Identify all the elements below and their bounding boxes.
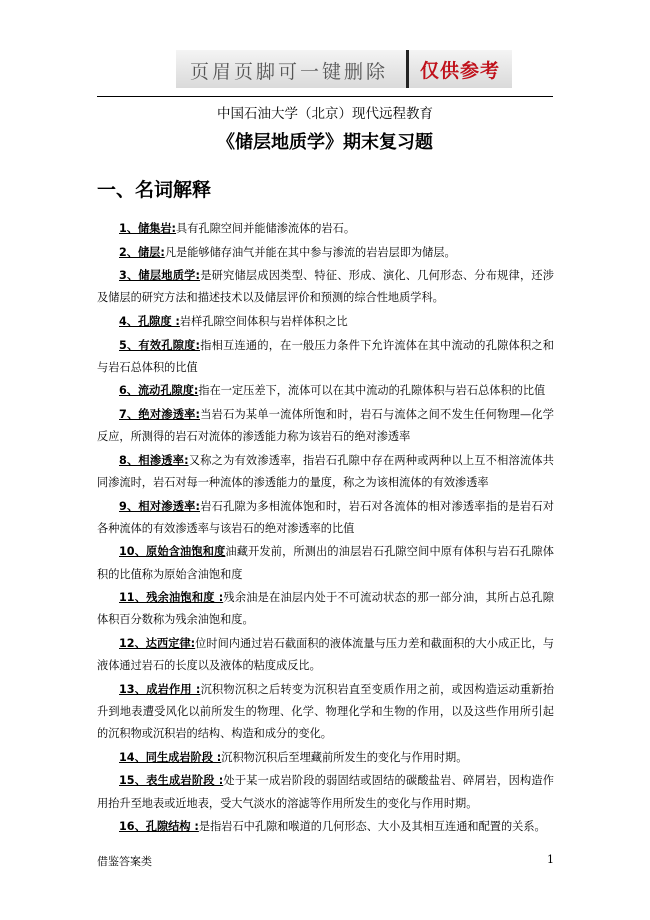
school-name: 中国石油大学（北京）现代远程教育 bbox=[217, 106, 433, 122]
definition-item bbox=[97, 335, 554, 379]
definition-item bbox=[97, 242, 554, 264]
definition-item bbox=[97, 816, 554, 838]
definition-term: 10、原始含油饱和度 bbox=[119, 545, 226, 559]
definition-term: 1、储集岩: bbox=[119, 222, 177, 235]
definition-text: 油藏开发前，所测出的油层岩石孔隙空间中原有体积与岩石孔隙体积的比值称为原始含油饱和度 bbox=[97, 545, 554, 581]
definition-text: 凡是能够储存油气并能在其中参与渗流的岩岩层即为储层。 bbox=[164, 245, 456, 259]
page-number: 1 bbox=[547, 853, 554, 866]
watermark-banner bbox=[176, 50, 512, 88]
definition-text: 是研究储层成因类型、特征、形成、演化、几何形态、分布规律，还涉及储层的研究方法和描述技术以及储层评价和预测的综合性地质学科。 bbox=[97, 269, 554, 305]
definition-term: 8、相渗透率: bbox=[119, 453, 189, 467]
definition-item bbox=[97, 265, 554, 309]
definition-item bbox=[97, 770, 554, 814]
definition-list bbox=[97, 218, 554, 840]
definition-term: 15、表生成岩阶段 : bbox=[119, 774, 224, 788]
definition-text: 位时间内通过岩石截面积的液体流量与压力差和截面积的大小成正比，与液体通过岩石的长度以及液体的粘度成反比。 bbox=[97, 636, 554, 673]
definition-term: 6、流动孔隙度: bbox=[119, 384, 199, 398]
definition-text: 又称之为有效渗透率，指岩石孔隙中存在两种或两种以上互不相溶流体共同渗流时，岩石对每一种流体的渗透能力的量度，称之为该相流体的有效渗透率 bbox=[97, 453, 554, 489]
definition-term: 13、成岩作用 : bbox=[119, 682, 201, 696]
definition-item bbox=[97, 541, 554, 585]
definition-term: 12、达西定律: bbox=[119, 636, 196, 650]
definition-text: 沉积物沉积之后转变为沉积岩直至变质作用之前，或因构造运动重新抬升到地表遭受风化以前所发生的物理、化学、物理化学和生物的作用，以及这些作用所引起的沉积物或沉积岩的结构、构造和成分的变化。 bbox=[97, 682, 554, 741]
definition-text: 当岩石为某单一流体所饱和时，岩石与流体之间不发生任何物理—化学反应，所测得的岩石对流体的渗透能力称为该岩石的绝对渗透率 bbox=[97, 407, 554, 444]
definition-term: 11、残余油饱和度 : bbox=[119, 591, 224, 605]
section-heading: 一、名词解释 bbox=[97, 179, 212, 201]
definition-item bbox=[97, 633, 554, 677]
banner-right-text: 仅供参考 bbox=[420, 60, 501, 82]
definition-item bbox=[97, 380, 554, 402]
definition-term: 9、相对渗透率: bbox=[119, 499, 201, 513]
definition-text: 岩样孔隙空间体积与岩样体积之比 bbox=[179, 314, 348, 328]
banner-left-text: 页眉页脚可一键删除 bbox=[190, 61, 389, 83]
definition-item bbox=[97, 496, 554, 540]
definition-item bbox=[97, 311, 554, 333]
definition-item bbox=[97, 587, 554, 631]
definition-text: 岩石孔隙为多相流体饱和时，岩石对各流体的相对渗透率指的是岩石对各种流体的有效渗透率与该岩石的绝对渗透率的比值 bbox=[97, 499, 554, 535]
definition-text: 指在一定压差下，流体可以在其中流动的孔隙体积与岩石总体积的比值 bbox=[198, 384, 546, 398]
definition-item bbox=[97, 747, 554, 769]
banner-divider bbox=[406, 50, 409, 88]
definition-item bbox=[97, 450, 554, 494]
definition-item bbox=[97, 679, 554, 746]
definition-text: 处于某一成岩阶段的弱固结或固结的碳酸盐岩、碎屑岩，因构造作用抬升至地表或近地表，受大气淡水的溶滤等作用所发生的变化与作用时期。 bbox=[97, 774, 554, 810]
definition-term: 4、孔隙度 : bbox=[119, 314, 180, 328]
definition-term: 14、同生成岩阶段 : bbox=[119, 750, 222, 764]
definition-text: 是指岩石中孔隙和喉道的几何形态、大小及其相互连通和配置的关系。 bbox=[198, 820, 546, 834]
definition-term: 2、储层: bbox=[119, 245, 165, 259]
definition-term: 5、有效孔隙度: bbox=[119, 338, 201, 352]
definition-text: 沉积物沉积后至埋藏前所发生的变化与作用时期。 bbox=[221, 750, 468, 764]
definition-term: 7、绝对渗透率: bbox=[119, 407, 201, 421]
definition-text: 具有孔隙空间并能储渗流体的岩石。 bbox=[176, 222, 356, 235]
definition-item bbox=[97, 218, 554, 240]
definition-text: 残余油是在油层内处于不可流动状态的那一部分油，其所占总孔隙体积百分数称为残余油饱和度。 bbox=[97, 591, 554, 627]
definition-term: 3、储层地质学: bbox=[119, 269, 201, 283]
definition-term: 16、孔隙结构 : bbox=[119, 820, 199, 834]
header-rule bbox=[97, 96, 553, 97]
footer-label: 借鉴答案类 bbox=[97, 855, 152, 868]
definition-item bbox=[97, 404, 554, 448]
document-title: 《储层地质学》期末复习题 bbox=[217, 132, 433, 153]
definition-text: 指相互连通的，在一般压力条件下允许流体在其中流动的孔隙体积之和与岩石总体积的比值 bbox=[97, 338, 554, 374]
